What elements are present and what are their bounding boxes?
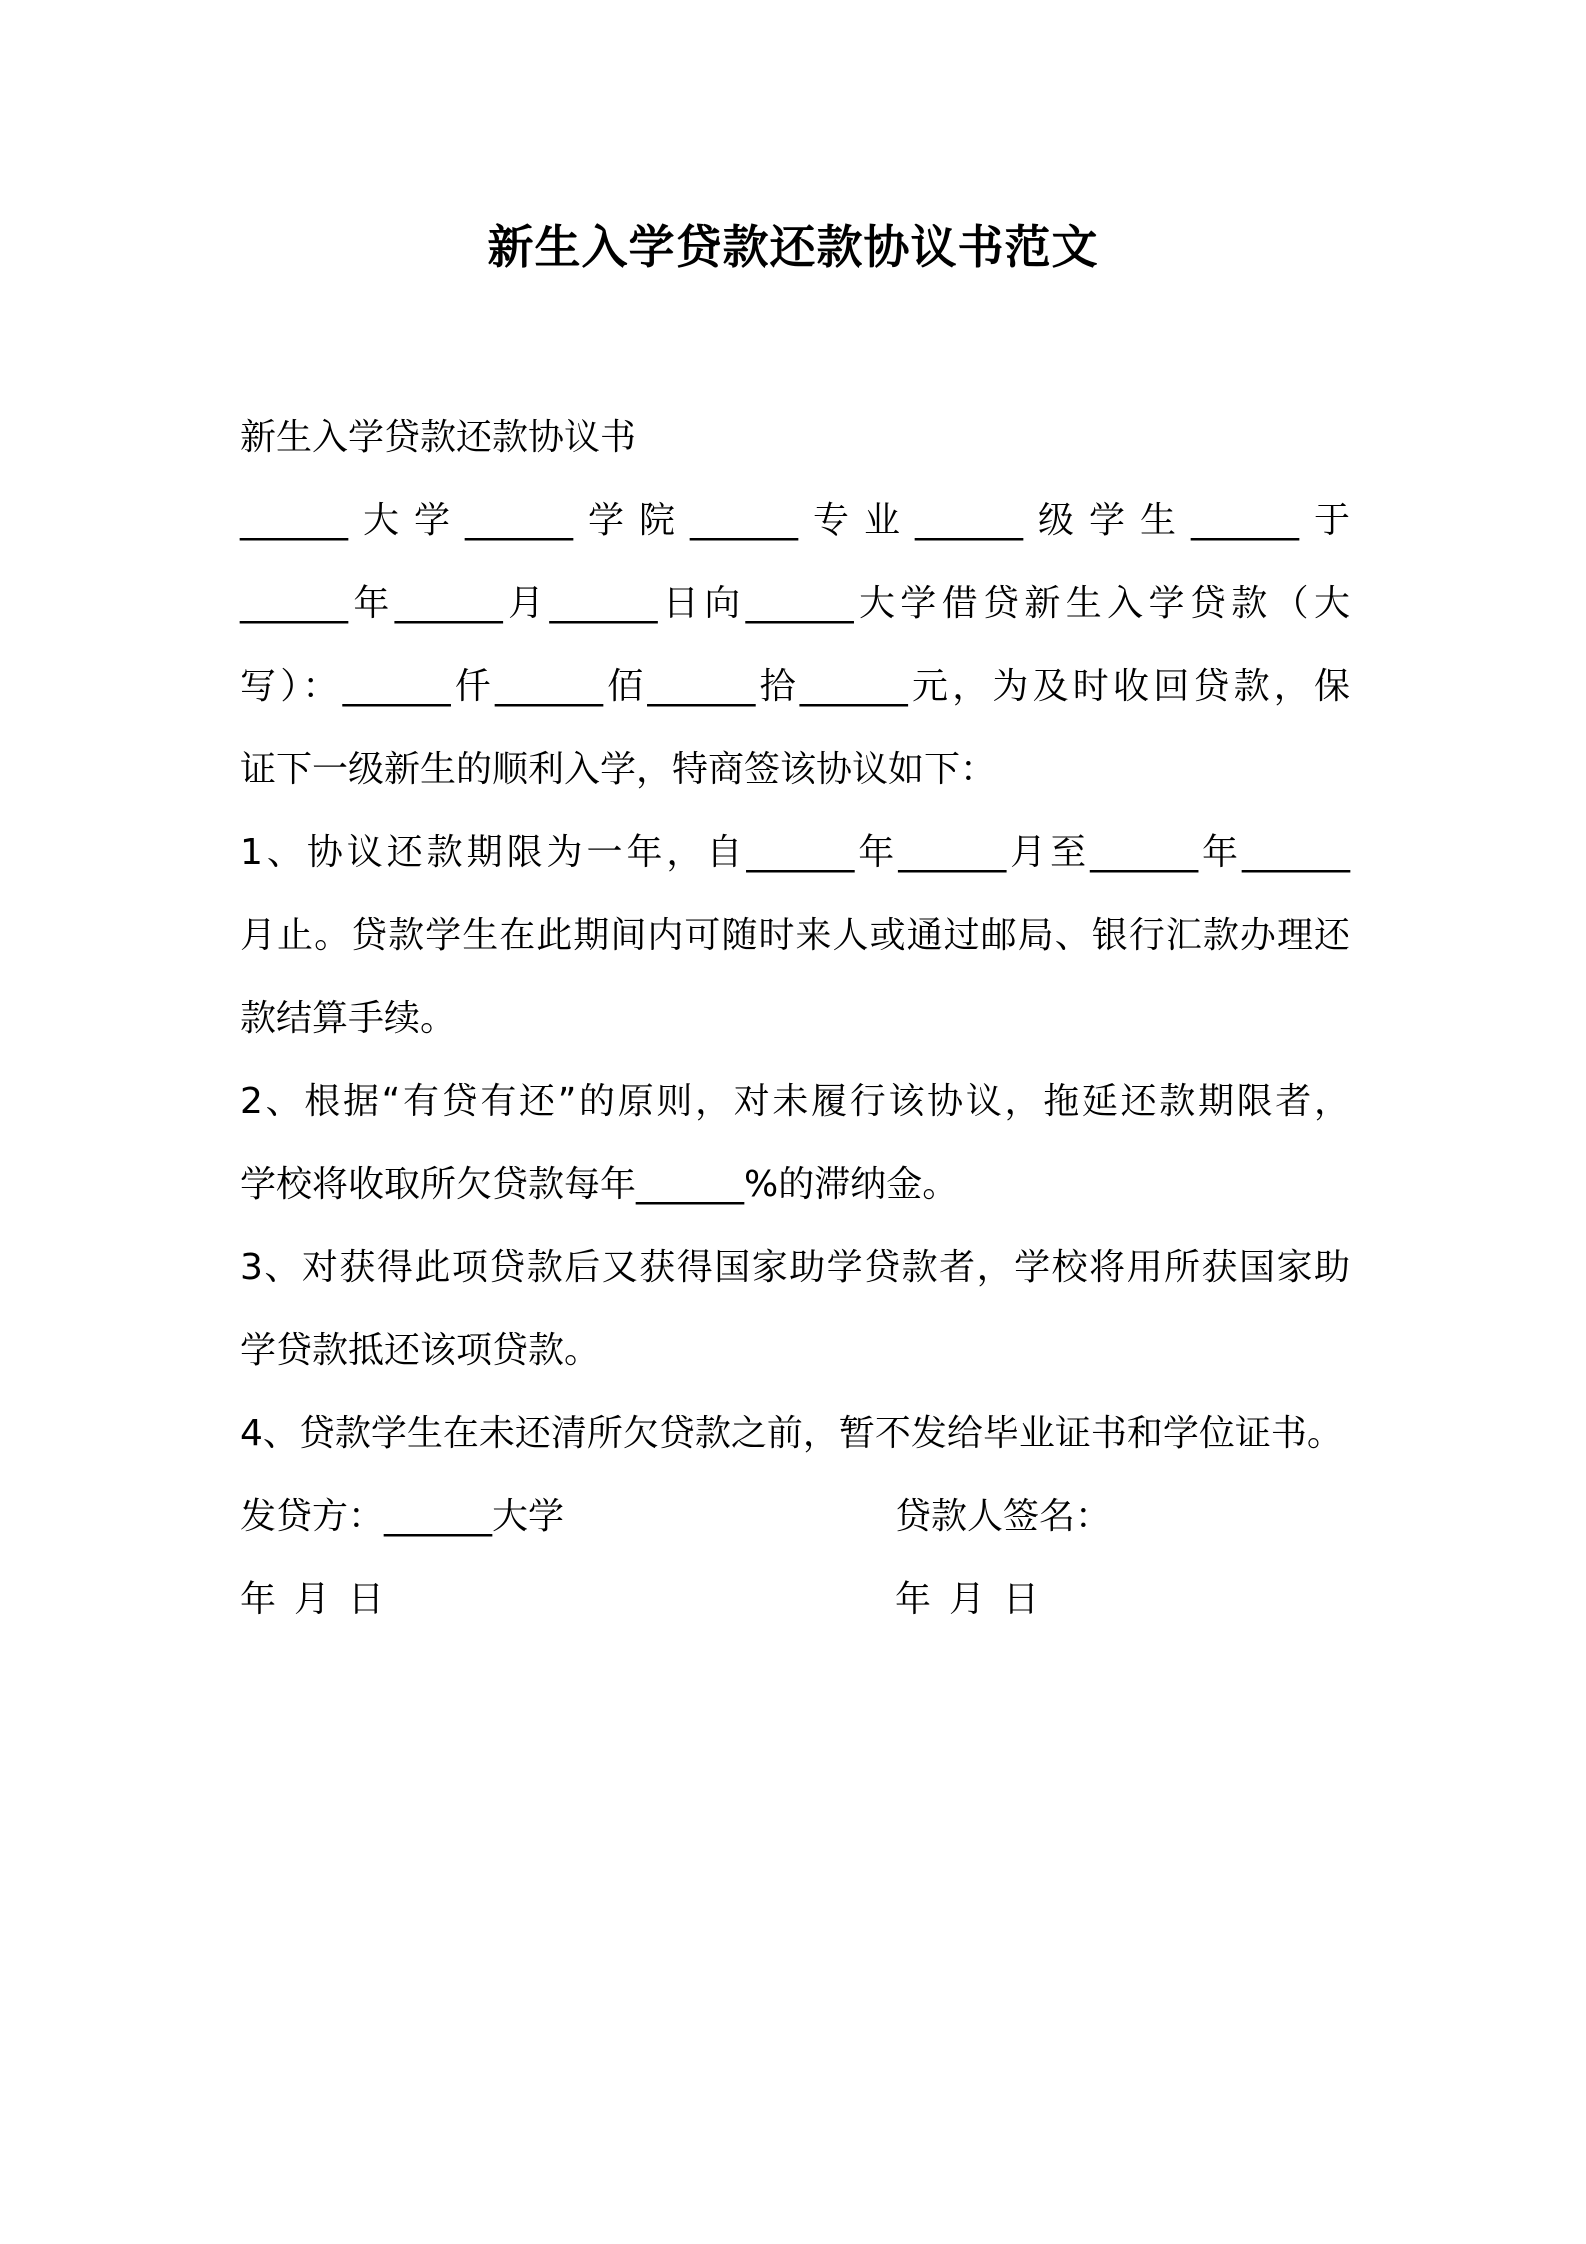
clause-1-line-3: 款结算手续。 [240, 998, 457, 1039]
clause-2-line-2: 学校将收取所欠贷款每年______%的滞纳金。 [240, 1164, 959, 1205]
clause-2-line-1: 2、根据“有贷有还”的原则，对未履行该协议，拖延还款期限者， [240, 1081, 1350, 1122]
borrower-signature-label: 贷款人签名： [895, 1496, 1112, 1537]
clause-4-line-1: 4、贷款学生在未还清所欠贷款之前，暂不发给毕业证书和学位证书。 [240, 1413, 1343, 1454]
intro-line-1: ______大学______学院______专业______级学生______于 [240, 500, 1350, 541]
clause-1-line-1: 1、协议还款期限为一年，自______年______月至______年______ [240, 832, 1350, 873]
borrower-date-line [895, 1574, 1039, 1626]
lender-date-year: 年 [240, 1579, 277, 1620]
borrower-date-year: 年 [895, 1579, 932, 1620]
lender-date-line [240, 1574, 384, 1626]
intro-line-3: 写）：______仟______佰______拾______元，为及时收回贷款，保 [240, 666, 1350, 707]
lender-signature-label: 发贷方：______大学 [240, 1496, 565, 1537]
borrower-date-month: 月 [949, 1579, 986, 1620]
document-title: 新生入学贷款还款协议书范文 [487, 220, 1099, 274]
intro-line-2: ______年______月______日向______大学借贷新生入学贷款（大 [240, 583, 1350, 624]
clause-3-line-1: 3、对获得此项贷款后又获得国家助学贷款者，学校将用所获国家助 [240, 1247, 1350, 1288]
intro-line-4: 证下一级新生的顺利入学，特商签该协议如下： [240, 749, 997, 790]
clause-3-line-2: 学贷款抵还该项贷款。 [240, 1330, 601, 1371]
clause-1-line-2: 月止。贷款学生在此期间内可随时来人或通过邮局、银行汇款办理还 [240, 915, 1350, 956]
borrower-date-day: 日 [1003, 1579, 1040, 1620]
document-subtitle: 新生入学贷款还款协议书 [240, 417, 637, 458]
lender-date-month: 月 [294, 1579, 331, 1620]
lender-date-day: 日 [348, 1579, 385, 1620]
